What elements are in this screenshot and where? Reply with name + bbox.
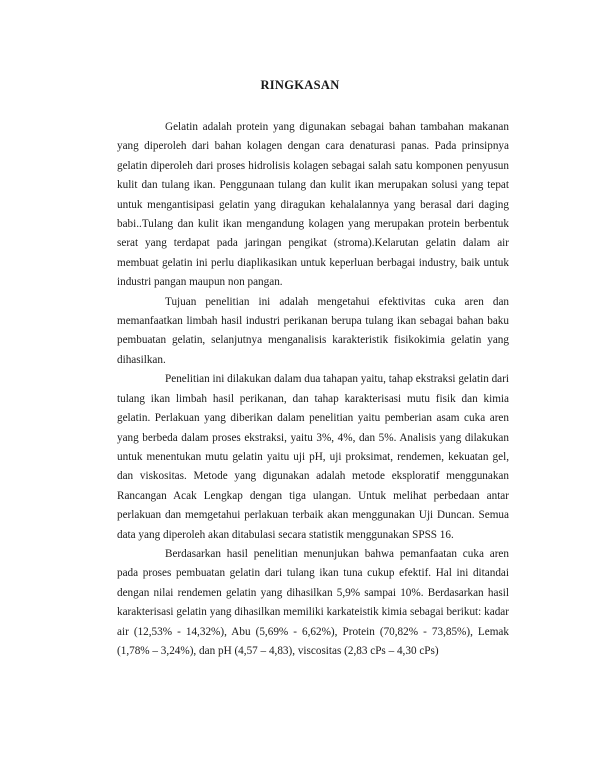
summary-body [117, 118, 509, 661]
paragraph-results: Berdasarkan hasil penelitian menunjukan bahwa pemanfaatan cuka aren pada proses pembuatan gelatin dari tulang ikan tuna cukup efektif. Hal ini ditandai dengan nilai rendemen gelatin yang dihasilkan 5,9% sampai 10%. Berdasarkan hasil karakterisasi gelatin yang dihasilkan memiliki karkateistik kimia sebagai berikut: kadar air (12,53% - 14,32%), Abu (5,69% - 6,62%), Protein (70,82% - 73,85%), Lemak (1,78% – 3,24%), dan pH (4,57 – 4,83), viscositas (2,83 cPs – 4,30 cPs) [117, 547, 509, 657]
page-title: RINGKASAN [260, 78, 340, 92]
paragraph-introduction: Gelatin adalah protein yang digunakan sebagai bahan tambahan makanan yang diperoleh dari bahan kolagen dengan cara denaturasi panas. Pada prinsipnya gelatin diperoleh dari proses hidrolisis kolagen sebagai salah satu komponen penyusun kulit dan tulang ikan. Penggunaan tulang dan kulit ikan merupakan solusi yang tepat untuk mengantisipasi gelatin yang diragukan kehalalannya yang berasal dari daging babi..Tulang dan kulit ikan mengandung kolagen yang merupakan protein berbentuk serat yang terdapat pada jaringan pengikat (stroma).Kelarutan gelatin dalam air membuat gelatin ini perlu diaplikasikan untuk keperluan berbagai industry, baik untuk industri pangan maupun non pangan. [117, 121, 509, 289]
paragraph-objective: Tujuan penelitian ini adalah mengetahui efektivitas cuka aren dan memanfaatkan limbah hasil industri perikanan berupa tulang ikan sebagai bahan baku pembuatan gelatin, selanjutnya menganalisis karakteristik fisikokimia gelatin yang dihasilkan. [117, 295, 509, 366]
paragraph-method: Penelitian ini dilakukan dalam dua tahapan yaitu, tahap ekstraksi gelatin dari tulang ikan limbah hasil perikanan, dan tahap karakterisasi mutu fisik dan kimia gelatin. Perlakuan yang diberikan dalam penelitian yaitu pemberian asam cuka aren yang berbeda dalam proses ekstraksi, yaitu 3%, 4%, dan 5%. Analisis yang dilakukan untuk menentukan mutu gelatin yaitu uji pH, uji proksimat, rendemen, kekuatan gel, dan viskositas. Metode yang digunakan adalah metode eksploratif menggunakan Rancangan Acak Lengkap dengan tiga ulangan. Untuk melihat perbedaan antar perlakuan dan memgetahui perlakuan terbaik akan menggunakan Uji Duncan. Semua data yang diperoleh akan ditabulasi secara statistik menggunakan SPSS 16. [117, 373, 509, 541]
